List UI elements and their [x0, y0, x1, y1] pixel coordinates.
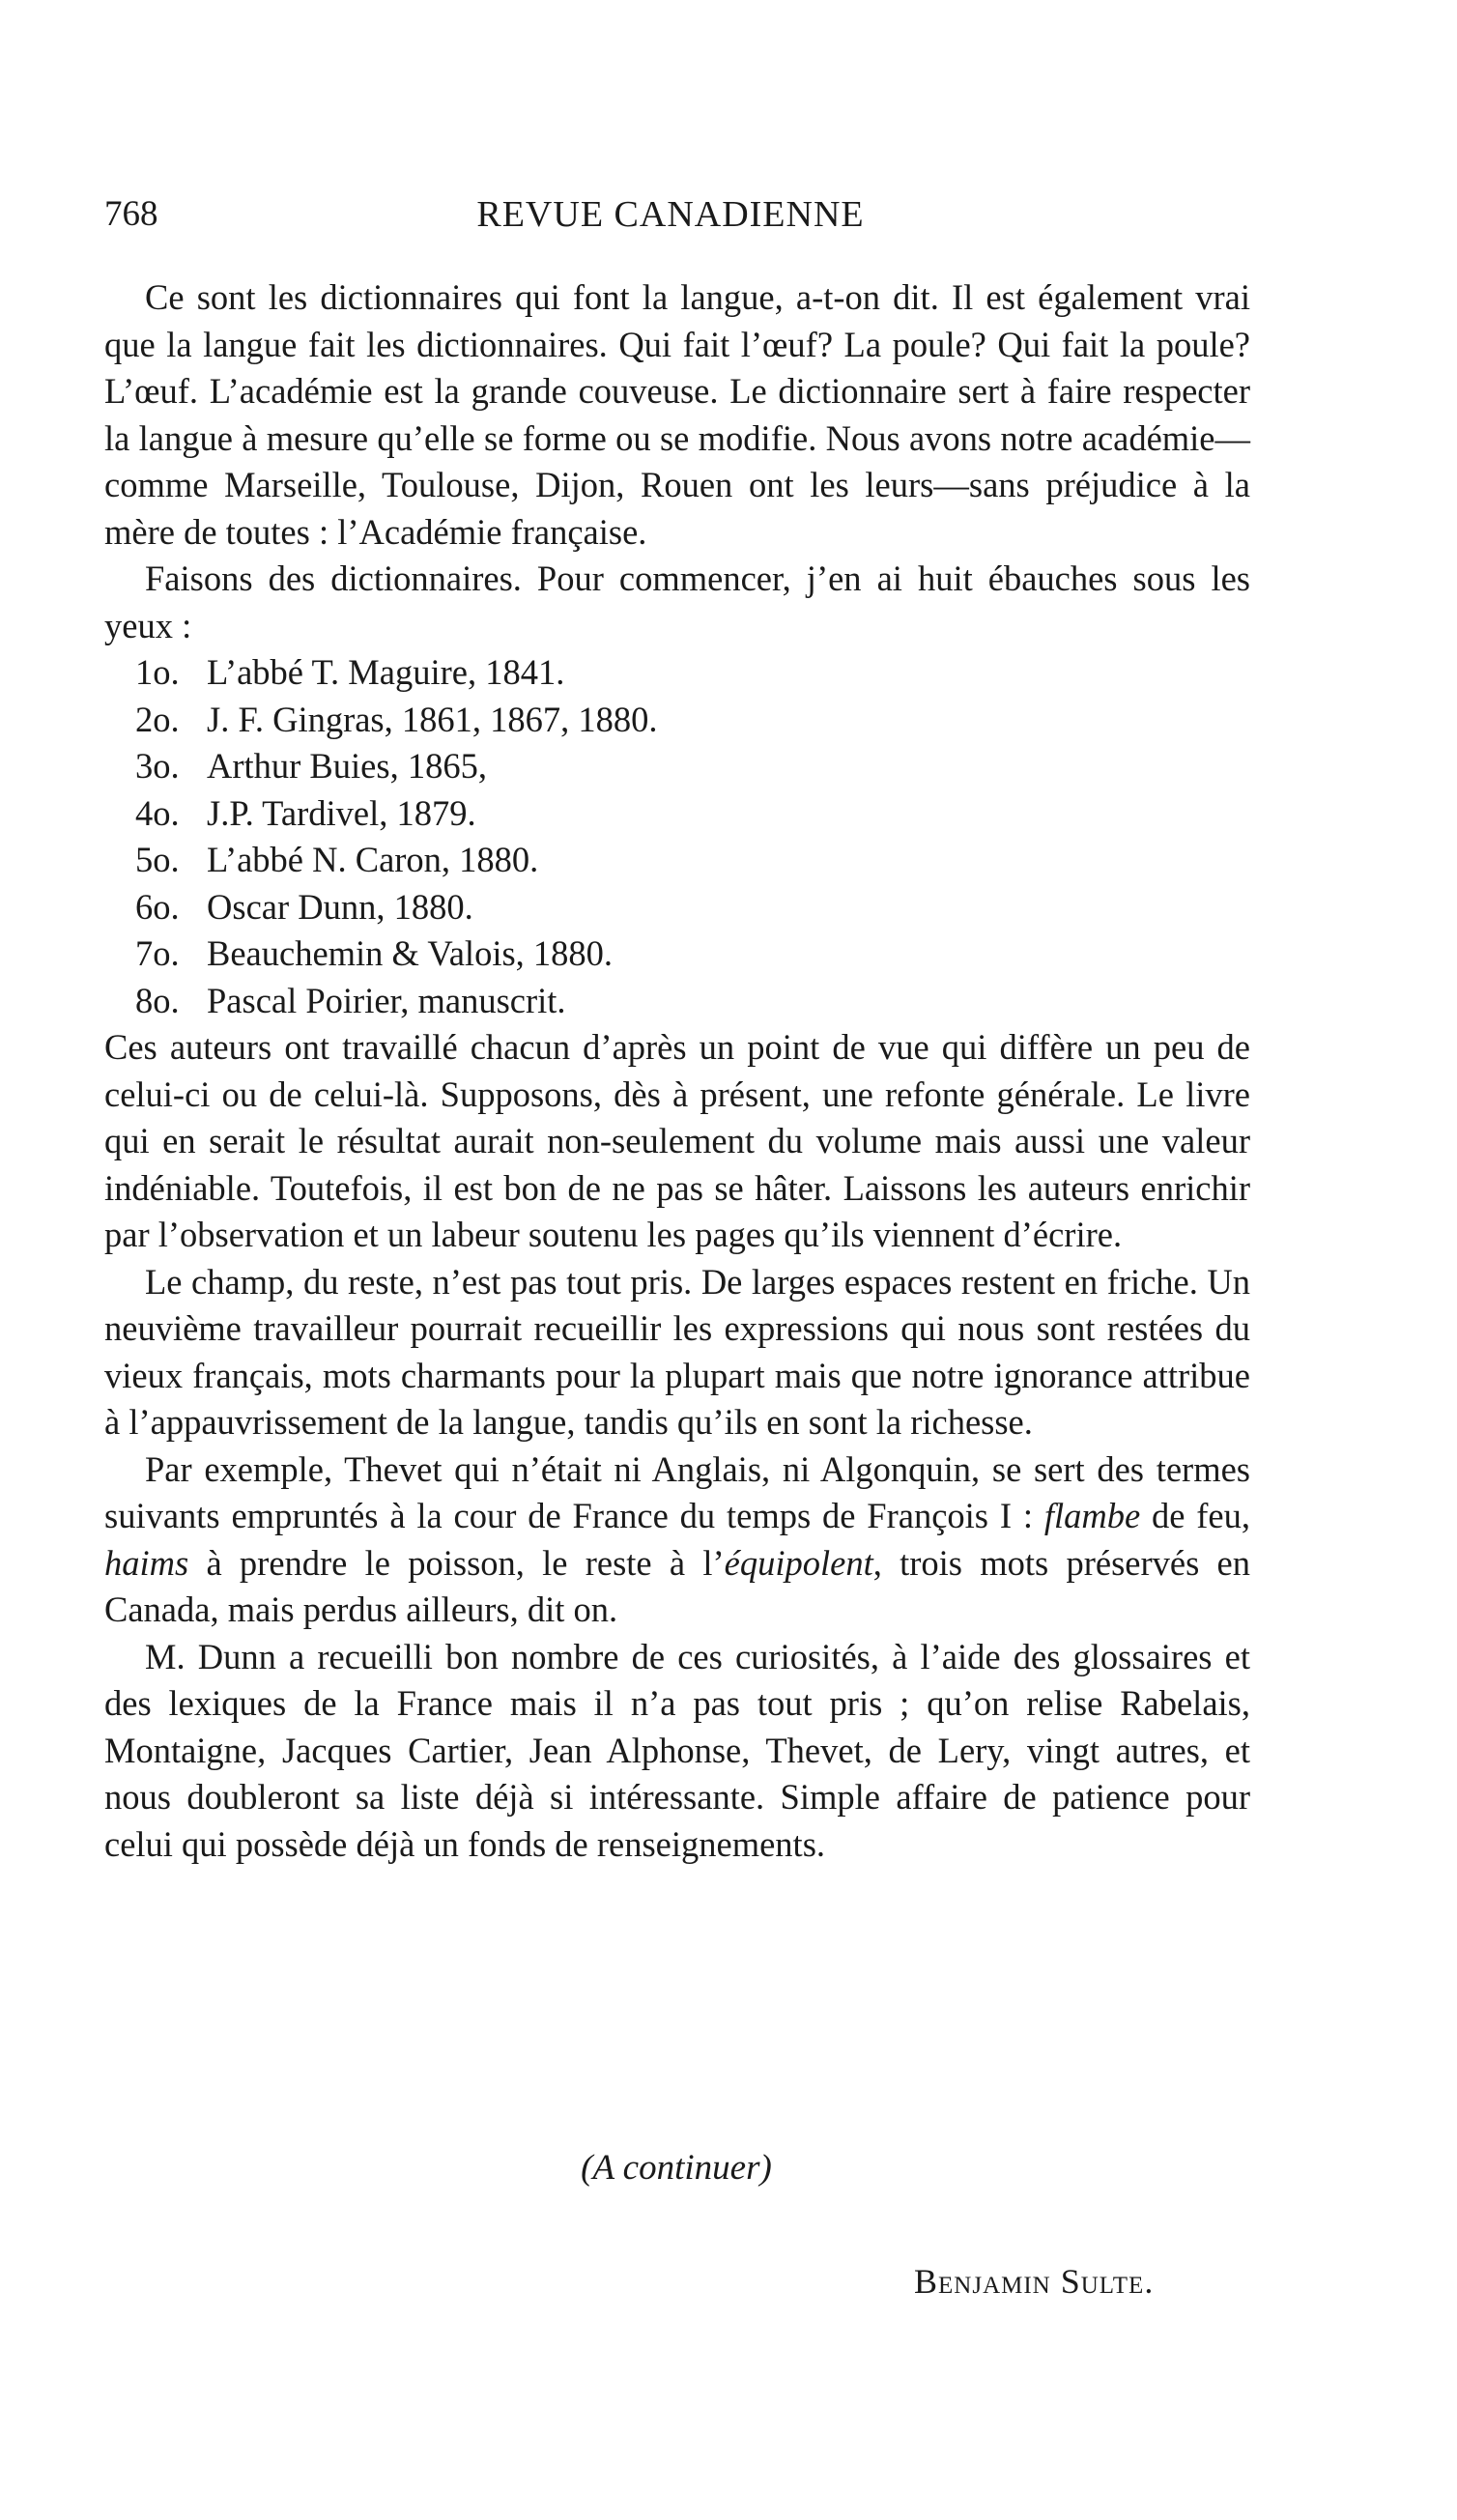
paragraph-3: Ces auteurs ont travaillé chacun d’après un point de vue qui diffère un peu de celui-ci ou de celui-là. Supposons, dès à présent, une refonte générale. Le livre qui en serait le résultat aurait non-seulement du volume mais aussi une valeur indéniable. Toutefois, il est bon de ne pas se hâter. Laissons les auteurs enrichir par l’observation et un labeur soutenu les pages qu’ils viennent d’écrire.: [104, 1027, 1250, 1254]
list-item: [104, 649, 1250, 697]
list-item-text: L’abbé T. Maguire, 1841.: [207, 652, 565, 692]
list-item-number: 5o.: [135, 840, 180, 879]
list-item: [104, 884, 1250, 931]
list-item-number: 6o.: [135, 886, 180, 927]
list-item: [104, 790, 1250, 838]
paragraph-2: Faisons des dictionnaires. Pour commencer, j’en ai huit ébauches sous les yeux :: [104, 558, 1250, 645]
list-item: [104, 931, 1250, 978]
paragraph-5-text-c: à prendre le poisson, le reste à l’: [188, 1542, 725, 1583]
list-item: [104, 978, 1250, 1025]
running-title: REVUE CANADIENNE: [476, 194, 865, 235]
list-item-text: J. F. Gingras, 1861, 1867, 1880.: [207, 699, 658, 739]
list-item-number: 2o.: [135, 699, 180, 739]
list-item-number: 8o.: [135, 980, 180, 1020]
author-signature: Benjamin Sulte.: [914, 2262, 1155, 2301]
list-item-number: 4o.: [135, 792, 180, 833]
continuation-note: (A continuer): [581, 2148, 772, 2188]
paragraph-5-text-b: de feu,: [1140, 1496, 1251, 1535]
list-item: [104, 837, 1250, 884]
article-body: [104, 274, 1250, 1868]
paragraph-4: Le champ, du reste, n’est pas tout pris. De larges espaces restent en friche. Un neuvième travailleur pourrait recueillir les expressions qui nous sont restées du vieux français, mots charmants pour la plupart mais que notre ignorance attribue à l’appauvrissement de la langue, tandis qu’ils en sont la richesse.: [104, 1261, 1250, 1442]
italic-term-haims: haims: [104, 1542, 189, 1583]
list-item-text: L’abbé N. Caron, 1880.: [207, 840, 539, 879]
list-item-number: 3o.: [135, 746, 180, 786]
paragraph-5-text-d: , trois mots préservés en Canada, mais perdus ailleurs, dit on.: [104, 1542, 1250, 1629]
italic-term-flambe: flambe: [1043, 1496, 1141, 1535]
paragraph-5: [104, 1446, 1250, 1634]
page-header: [104, 193, 1237, 251]
list-item-text: J.P. Tardivel, 1879.: [207, 792, 476, 833]
list-item-number: 7o.: [135, 933, 180, 973]
list-item-text: Pascal Poirier, manuscrit.: [207, 980, 566, 1020]
paragraph-6: M. Dunn a recueilli bon nombre de ces curiosités, à l’aide des glossaires et des lexiques de la France mais il n’a pas tout pris ; qu’on relise Rabelais, Montaigne, Jacques Cartier, Jean Alphonse, Thevet, de Lery, vingt autres, et nous doubleront sa liste déjà si intéressante. Simple affaire de patience pour celui qui possède déjà un fonds de renseignements.: [104, 1636, 1250, 1864]
list-item-text: Beauchemin & Valois, 1880.: [207, 933, 614, 973]
paragraph-1: Ce sont les dictionnaires qui font la langue, a-t-on dit. Il est également vrai que la langue fait les dictionnaires. Qui fait l’œuf? La poule? Qui fait la poule? L’œuf. L’académie est la grande couveuse. Le dictionnaire sert à faire respecter la langue à mesure qu’elle se forme ou se modifie. Nous avons notre académie—comme Marseille, Toulouse, Dijon, Rouen ont les leurs—sans préjudice à la mère de toutes : l’Académie française.: [104, 277, 1250, 552]
list-item-number: 1o.: [135, 652, 180, 692]
italic-term-equipolent: équipolent: [724, 1542, 873, 1583]
page-number: 768: [104, 194, 158, 234]
list-item-text: Arthur Buies, 1865,: [207, 746, 487, 786]
list-item-text: Oscar Dunn, 1880.: [207, 886, 473, 927]
list-item: [104, 743, 1250, 790]
dictionary-list: [104, 649, 1250, 1024]
list-item: [104, 697, 1250, 744]
paragraph-5-text-a: Par exemple, Thevet qui n’était ni Anglais, ni Algonquin, se sert des termes suivants empruntés à la cour de France du temps de François I :: [104, 1448, 1250, 1535]
